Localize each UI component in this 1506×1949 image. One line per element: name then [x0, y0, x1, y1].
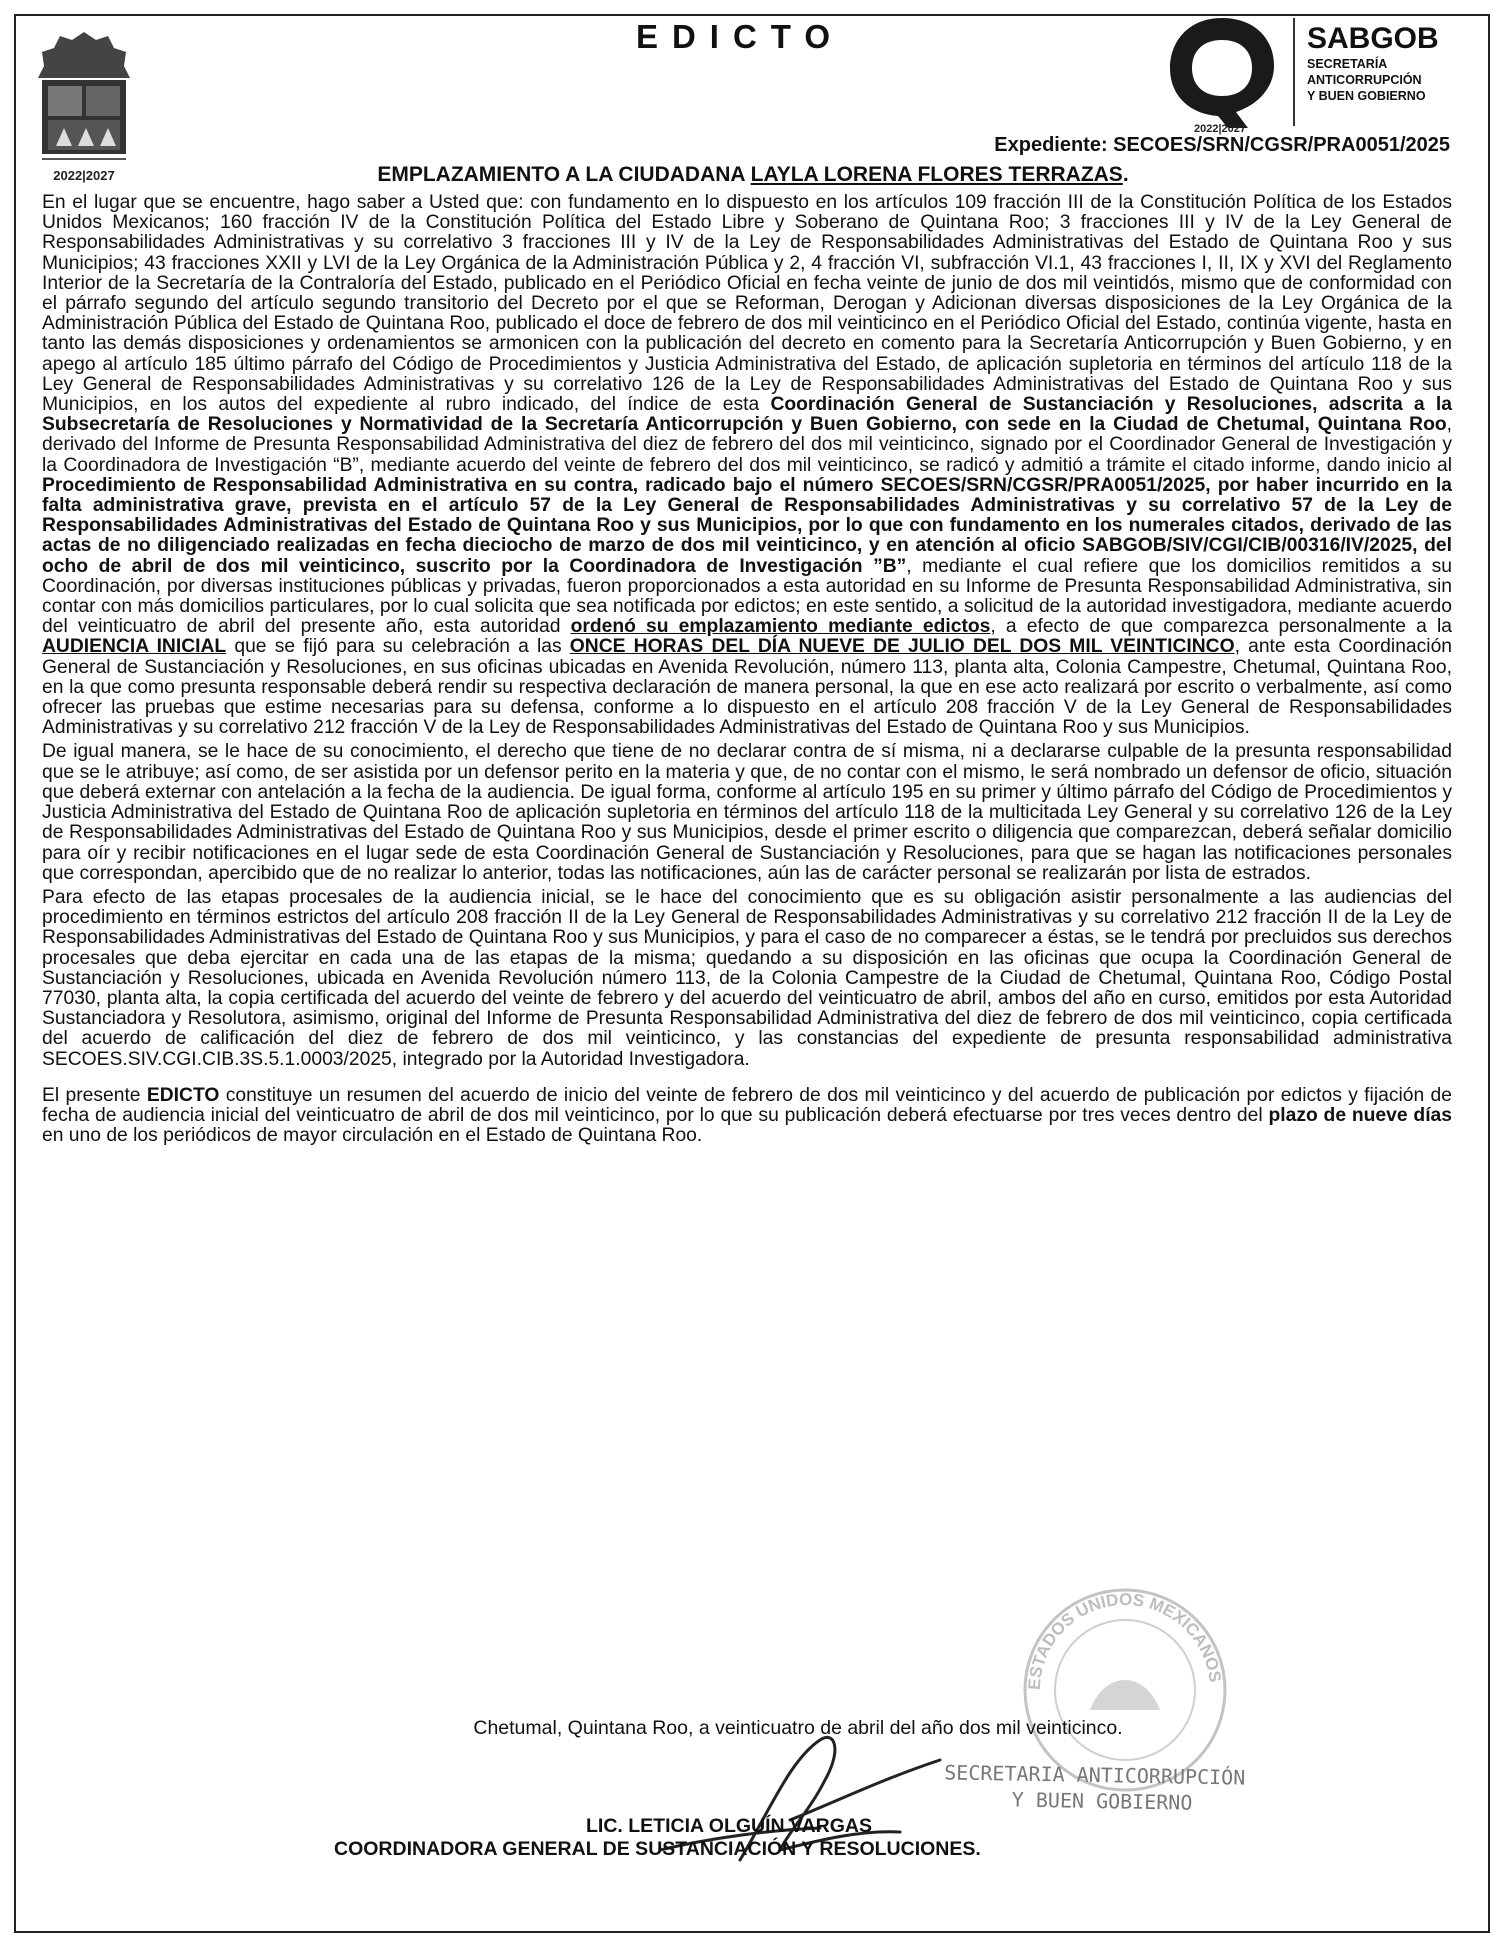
- signer-name: LIC. LETICIA OLGUÍN VARGAS: [586, 1815, 872, 1837]
- paragraph-1: [42, 193, 1452, 738]
- agency-logo-text: [1307, 22, 1487, 104]
- p4-bold-2: plazo de nueve días: [1268, 1104, 1453, 1126]
- p1-bold-1: Coordinación General de Sustanciación y Resoluciones, adscrita a la Subsecretaría de Resoluciones y Normatividad de la Secretaría Anticorrupción y Buen Gobierno, con sede en la Ciudad de Chetumal, Quintana Roo: [42, 394, 1452, 436]
- q-logo: [1162, 12, 1282, 136]
- document-title: EDICTO: [635, 18, 845, 55]
- agency-short-name: SABGOB: [1307, 22, 1439, 55]
- p4-bold-1: EDICTO: [146, 1084, 220, 1106]
- p4-text-1: El presente: [42, 1084, 147, 1106]
- p1-bold-3: ordenó su emplazamiento mediante edictos: [570, 616, 991, 638]
- heading-person-name: LAYLA LORENA FLORES TERRAZAS: [750, 163, 1123, 186]
- stamp-line-2: Y BUEN GOBIERNO: [1011, 1787, 1193, 1815]
- summons-heading: [0, 163, 1506, 187]
- seal-text: ESTADOS UNIDOS MEXICANOS: [1024, 1589, 1225, 1691]
- document-body: [42, 193, 1452, 1150]
- q-logo-caption: 2022|2027: [1193, 123, 1247, 135]
- p1-text-6: , ante esta Coordinación General de Sustanciación y Resoluciones, en sus oficinas ubicadas en Avenida Revolución, número 113, planta alta, Colonia Campestre, Chetumal, Quintana Roo, en la que como presunta responsable deberá rendir su respectiva declaración de manera personal, la que en ese acto realizará por escrito o verbalmente, así como ofrecer las pruebas que estime necesarias para su defensa, conforme a lo dispuesto en el artículo 208 fracción V de la Ley General de Responsabilidades Administrativas y su correlativo 212 fracción V de la Ley de Responsabilidades Administrativas del Estado de Quintana Roo y sus Municipios.: [42, 636, 1453, 739]
- p1-bold-2: Procedimiento de Responsabilidad Administrativa en su contra, radicado bajo el número SECOES/SRN/CGSR/PRA0051/2025, por haber incurrido en la falta administrativa grave, prevista en el artículo 57 de la Ley General de Responsabilidades Administrativas y su correlativo 57 de la Ley de Responsabilidades Administrativas del Estado de Quintana Roo y sus Municipios, por lo que con fundamento en los numerales citados, derivado de las actas de no diligenciado realizadas en fecha dieciocho de marzo de dos mil veinticinco, y en atención al oficio SABGOB/SIV/CGI/CIB/00316/IV/2025, del ocho de abril de dos mil veinticinco, suscrito por la Coordinadora de Investigación ”B”: [42, 474, 1452, 577]
- paragraph-3: Para efecto de las etapas procesales de la audiencia inicial, se le hace del conocimiento que es su obligación asistir personalmente a las audiencias del procedimiento en términos estrictos del artículo 208 fracción II de la Ley General de Responsabilidades Administrativas y su correlativo 212 fracción II de la Ley de Responsabilidades Administrativas del Estado de Quintana Roo y sus Municipios, y para el caso de no comparecer a éstas, se le tendrá por precluidos sus derechos procesales que deba ejercitar en cada una de las etapas de la misma; quedando a su disposición en las oficinas que ocupa la Coordinación General de Sustanciación y Resoluciones, ubicada en Avenida Revolución número 113, de la Colonia Campestre de la Ciudad de Chetumal, Quintana Roo, Código Postal 77030, planta alta, la copia certificada del acuerdo del veinte de febrero y del acuerdo del veinticuatro de abril, ambos del año en curso, emitidos por esta Autoridad Sustanciadora y Resolutora, asimismo, original del Informe de Presunta Responsabilidad Administrativa del diez de febrero de dos mil veinticinco, copia certificada del acuerdo de calificación del diez de febrero de dos mil veinticinco, y las constancias del expediente de presunta responsabilidad administrativa SECOES.SIV.CGI.CIB.3S.5.1.0003/2025, integrado por la Autoridad Investigadora.: [42, 886, 1452, 1070]
- signer-role: COORDINADORA GENERAL DE SUSTANCIACIÓN Y RESOLUCIONES.: [334, 1838, 981, 1860]
- place-and-date: Chetumal, Quintana Roo, a veinticuatro de abril del año dos mil veinticinco.: [473, 1717, 1123, 1739]
- agency-rubber-stamp: [944, 1759, 1246, 1816]
- logo-divider: [1293, 18, 1295, 126]
- case-number: Expediente: SECOES/SRN/CGSR/PRA0051/2025: [994, 134, 1450, 156]
- paragraph-2: De igual manera, se le hace de su conocimiento, el derecho que tiene de no declarar contra de sí misma, ni a declararse culpable de la presunta responsabilidad que se le atribuye; así como, de ser asistida por un defensor perito en la materia y que, de no contar con el mismo, le será nombrado un defensor de oficio, situación que deberá externar con antelación a la fecha de la audiencia. De igual forma, conforme al artículo 195 en su primer y último párrafo del Código de Procedimientos y Justicia Administrativa del Estado de Quintana Roo de aplicación supletoria en términos del artículo 118 de la multicitada Ley General y su correlativo 126 de la Ley de Responsabilidades Administrativas del Estado de Quintana Roo y sus Municipios, desde el primer escrito o diligencia que comparezcan, deberá señalar domicilio para oír y recibir notificaciones en el lugar sede de esta Coordinación General de Sustanciación y Resoluciones, para que se hagan las notificaciones personales que correspondan, apercibido que de no realizar lo anterior, todas las notificaciones, aún las de carácter personal se realizarán por lista de estrados.: [42, 741, 1452, 884]
- heading-prefix: EMPLAZAMIENTO A LA CIUDADANA: [377, 163, 751, 186]
- left-logo-caption: 2022|2027: [53, 168, 115, 183]
- agency-name-line3: Y BUEN GOBIERNO: [1307, 89, 1426, 103]
- p4-text-2: constituye un resumen del acuerdo de inicio del veinte de febrero de dos mil veinticinco y del acuerdo de publicación por edictos y fijación de fecha de audiencia inicial del veinticuatro de abril de dos mil veinticinco, por lo que su publicación deberá efectuarse por tres veces dentro del: [42, 1084, 1452, 1126]
- svg-text:ESTADOS UNIDOS MEXICANOS: [1025, 1590, 1225, 1690]
- p1-text-3: , mediante el cual refiere que los domicilios remitidos a su Coordinación, por diversas instituciones públicas y privadas, fueron proporcionados a esta autoridad en su Informe de Presunta Responsabilidad Administrativa, sin contar con más domicilios particulares, por lo cual solicita que sea notificada por edictos; en este sentido, a solicitud de la autoridad investigadora, mediante acuerdo del veinticuatro de abril del presente año, esta autoridad: [42, 555, 1452, 638]
- p1-bold-4: AUDIENCIA INICIAL: [42, 636, 227, 658]
- agency-name-line1: SECRETARÍA: [1307, 57, 1388, 71]
- p1-text-4: , a efecto de que comparezca personalmente a la: [990, 616, 1452, 638]
- p1-text-1: En el lugar que se encuentre, hago saber a Usted que: con fundamento en lo dispuesto en los artículos 109 fracción III de la Constitución Política de los Estados Unidos Mexicanos; 160 fracción IV de la Constitución Política del Estado Libre y Soberano de Quintana Roo; 3 fracciones III y IV de la Ley General de Responsabilidades Administrativas y su correlativo 3 fracciones III y IV de la Ley de Responsabilidades Administrativas del Estado de Quintana Roo y sus Municipios; 43 fracciones XXII y LVI de la Ley Orgánica de la Administración Pública y 2, 4 fracción VI, subfracción VI.1, 43 fracciones I, II, IX y XVI del Reglamento Interior de la Secretaría de la Contraloría del Estado, publicado en el Periódico Oficial en fecha veinte de junio de dos mil veintidós, mismo que de conformidad con el párrafo segundo del artículo segundo transitorio del Decreto por el que se Reforman, Derogan y Adicionan diversas disposiciones de la Ley Orgánica de la Administración Pública del Estado de Quintana Roo, publicado el doce de febrero de dos mil veinticinco en el Periódico Oficial del Estado, continúa vigente, hasta en tanto las demás disposiciones y ordenamientos se armonicen con la publicación del decreto en comento para la Secretaría Anticorrupción y Buen Gobierno, y en apego al artículo 185 último párrafo del Código de Procedimientos y Justicia Administrativa del Estado, de aplicación supletoria en términos del artículo 118 de la Ley General de Responsabilidades Administrativas y su correlativo 126 de la Ley de Responsabilidades Administrativas del Estado de Quintana Roo y sus Municipios, en los autos del expediente al rubro indicado, del índice de esta: [42, 192, 1452, 416]
- p1-bold-5: ONCE HORAS DEL DÍA NUEVE DE JULIO DEL DOS MIL VEINTICINCO: [569, 636, 1235, 658]
- p4-text-3: en uno de los periódicos de mayor circulación en el Estado de Quintana Roo.: [42, 1125, 703, 1147]
- p1-text-5: que se fijó para su celebración a las: [226, 636, 570, 658]
- p1-text-2: , derivado del Informe de Presunta Responsabilidad Administrativa del diez de febrero del dos mil veinticinco, signado por el Coordinador General de Investigación y la Coordinadora de Investigación “B”, mediante acuerdo del veinte de febrero del dos mil veinticinco, se radicó y admitió a trámite el citado informe, dando inicio al: [42, 414, 1452, 476]
- heading-suffix: .: [1122, 163, 1129, 186]
- agency-name-line2: ANTICORRUPCIÓN: [1307, 73, 1422, 87]
- paragraph-4: [42, 1086, 1452, 1147]
- stamp-line-1: SECRETARIA ANTICORRUPCIÓN: [944, 1760, 1246, 1790]
